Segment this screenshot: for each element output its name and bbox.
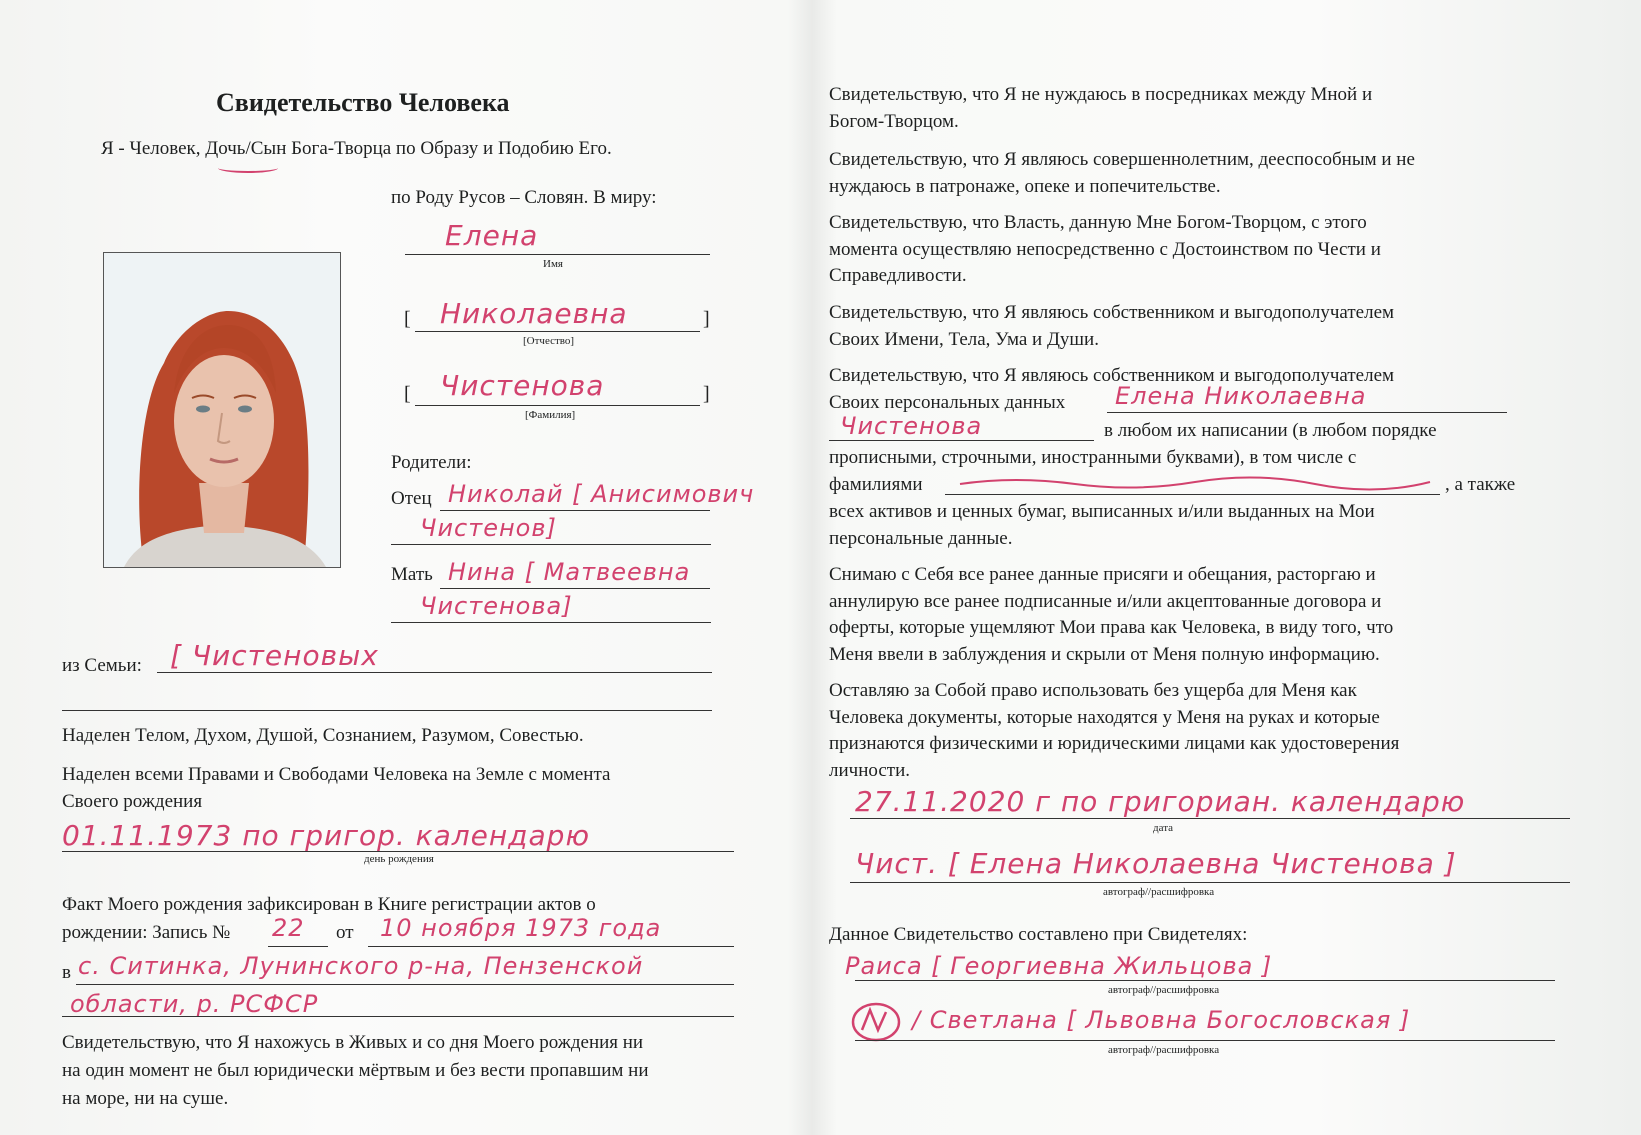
witness-1-handwritten: Раиса [ Георгиевна Жильцова ] <box>845 952 1273 980</box>
father-line2: Чистенов] <box>420 514 557 542</box>
statement-5-line: , а также <box>1445 474 1516 495</box>
personal-data-line-1 <box>1107 412 1507 413</box>
statement-5-line: всех активов и ценных бумаг, выписанных и/или выданных на Мои <box>829 501 1375 522</box>
family-handwritten: [ Чистеновых <box>170 639 379 672</box>
name-line <box>405 254 710 255</box>
fact-ot: от <box>336 922 354 943</box>
place-line-2-underline <box>62 1016 734 1017</box>
handwritten-underline <box>218 163 278 173</box>
witness-2-handwritten: / Светлана [ Львовна Богословская ] <box>912 1006 1411 1034</box>
bracket-right: ] <box>703 383 710 405</box>
endowed-text-1: Наделен Телом, Духом, Душой, Сознанием, Разумом, Совестью. <box>62 725 584 746</box>
scribble-mark <box>955 470 1435 496</box>
subtitle: Я - Человек, Дочь/Сын Бога-Творца по Образу и Подобию Его. <box>101 138 612 159</box>
statement-2-line: Свидетельствую, что Я являюсь совершеннолетним, дееспособным и не <box>829 149 1415 170</box>
statement-6-line: Снимаю с Себя все ранее данные присяги и обещания, расторгаю и <box>829 564 1376 585</box>
statement-7-line: Оставляю за Собой право использовать без ущерба для Меня как <box>829 680 1357 701</box>
document-title: Свидетельство Человека <box>216 88 510 117</box>
mother-line1: Нина [ Матвеевна <box>448 558 691 586</box>
witness-1-label: автограф//расшифровка <box>1108 984 1220 996</box>
statement-1-line: Свидетельствую, что Я не нуждаюсь в посредниках между Мной и <box>829 84 1373 105</box>
parents-label: Родители: <box>391 452 472 473</box>
record-date: 10 ноября 1973 года <box>380 914 662 942</box>
birth-label: день рождения <box>364 853 434 865</box>
statement-6-line: Меня ввели в заблуждения и скрыли от Меня полную информацию. <box>829 643 1380 665</box>
portrait-illustration <box>104 253 340 567</box>
statement-7-line: личности. <box>829 759 911 781</box>
statement-3 <box>829 210 1381 290</box>
signature-handwritten: Чист. [ Елена Николаевна Чистенова ] <box>855 847 1457 880</box>
name-label: Имя <box>543 258 563 270</box>
statement-4-line: Свидетельствую, что Я являюсь собственником и выгодополучателем <box>829 302 1395 323</box>
portrait-photo <box>103 252 341 568</box>
witness-2-line <box>855 1040 1555 1041</box>
witness-1-line <box>855 980 1555 981</box>
alive-text-3: на море, ни на суше. <box>62 1088 229 1109</box>
statement-5-line: Свидетельствую, что Я являюсь собственником и выгодополучателем <box>829 365 1395 386</box>
witness-2-signature-mark <box>850 1000 902 1044</box>
record-no-line <box>268 946 328 947</box>
father-label: Отец <box>391 488 432 509</box>
father-line1: Николай [ Анисимович <box>448 480 755 508</box>
father-line <box>440 510 710 511</box>
record-date-line <box>368 946 734 947</box>
surname-line <box>415 405 700 406</box>
statement-5-line: в любом их написании (в любом порядке <box>1104 420 1437 441</box>
statement-7 <box>829 678 1399 784</box>
date-label: дата <box>1153 822 1174 834</box>
statement-5-line: фамилиями <box>829 474 923 495</box>
alive-text-1: Свидетельствую, что Я нахожусь в Живых и со дня Моего рождения ни <box>62 1032 644 1053</box>
statement-5-line: прописными, строчными, иностранными буквами), в том числе с <box>829 447 1357 468</box>
statement-4-line: Своих Имени, Тела, Ума и Души. <box>829 328 1099 350</box>
patronymic-handwritten: Николаевна <box>440 297 628 330</box>
patronymic-label: [Отчество] <box>523 335 575 347</box>
endowed-text-2b: Своего рождения <box>62 791 203 812</box>
fact-line-1: Факт Моего рождения зафиксирован в Книге регистрации актов о <box>62 894 596 915</box>
mother-line-2 <box>391 622 711 623</box>
alive-text-2: на один момент не был юридически мёртвым и без вести пропавшим ни <box>62 1060 649 1081</box>
statement-5-line: персональные данные. <box>829 528 1013 549</box>
lineage-text: по Роду Русов – Словян. В миру: <box>391 187 657 208</box>
statement-1 <box>829 82 1372 135</box>
date-handwritten: 27.11.2020 г по григориан. календарю <box>855 785 1466 818</box>
bracket-right: ] <box>703 308 710 330</box>
mother-line2: Чистенова] <box>420 592 573 620</box>
family-line-2 <box>62 710 712 711</box>
name-handwritten: Елена <box>445 219 539 252</box>
patronymic-line <box>415 331 700 332</box>
statement-3-line: Свидетельствую, что Власть, данную Мне Богом-Творцом, с этого <box>829 212 1367 233</box>
family-label: из Семьи: <box>62 655 142 676</box>
birth-date-handwritten: 01.11.1973 по григор. календарю <box>62 819 591 852</box>
place-line <box>76 984 734 985</box>
statement-4 <box>829 300 1394 353</box>
personal-data-line-2 <box>829 440 1094 441</box>
place-prefix: в <box>62 962 71 983</box>
place-line-2: области, р. РСФСР <box>70 990 319 1018</box>
statement-1-line: Богом-Творцом. <box>829 110 959 132</box>
statement-7-line: Человека документы, которые находятся у Меня на руках и которые <box>829 706 1380 728</box>
statement-6 <box>829 562 1393 668</box>
signature-line <box>850 882 1570 883</box>
family-line <box>157 672 712 673</box>
signature-label: автограф//расшифровка <box>1103 886 1215 898</box>
place-line-1: с. Ситинка, Лунинского р-на, Пензенской <box>78 952 644 980</box>
statement-6-line: оферты, которые ущемляют Мои права как Человека, в виду того, что <box>829 617 1394 638</box>
birth-line <box>62 851 734 852</box>
witness-2-label: автограф//расшифровка <box>1108 1044 1220 1056</box>
statement-6-line: аннулирую все ранее подписанные и/или акцептованные договора и <box>829 590 1382 612</box>
statement-7-line: признаются физическими и юридическими лицами как удостоверения <box>829 733 1400 754</box>
statement-5-line: Своих персональных данных <box>829 392 1066 413</box>
statement-2-line: нуждаюсь в патронаже, опеке и попечительстве. <box>829 175 1221 197</box>
endowed-text-2a: Наделен всеми Правами и Свободами Человека на Земле с момента <box>62 764 611 785</box>
surname-handwritten: Чистенова <box>440 369 605 402</box>
record-number: 22 <box>272 914 305 942</box>
statement-3-line: момента осуществляю непосредственно с Достоинством по Чести и <box>829 238 1381 260</box>
statement-2 <box>829 147 1415 200</box>
bracket-left: [ <box>404 308 411 330</box>
witnesses-title: Данное Свидетельство составлено при Свидетелях: <box>829 924 1248 945</box>
surnames-line <box>945 494 1440 495</box>
personal-data-handwritten-1: Елена Николаевна <box>1115 382 1367 410</box>
date-line <box>850 818 1570 819</box>
personal-data-handwritten-2: Чистенова <box>840 412 983 440</box>
mother-label: Мать <box>391 564 433 585</box>
surname-label: [Фамилия] <box>525 409 576 421</box>
father-line-2 <box>391 544 711 545</box>
statement-3-line: Справедливости. <box>829 265 967 286</box>
bracket-left: [ <box>404 383 411 405</box>
mother-line <box>440 588 710 589</box>
fact-line-2: рождении: Запись № <box>62 922 231 943</box>
